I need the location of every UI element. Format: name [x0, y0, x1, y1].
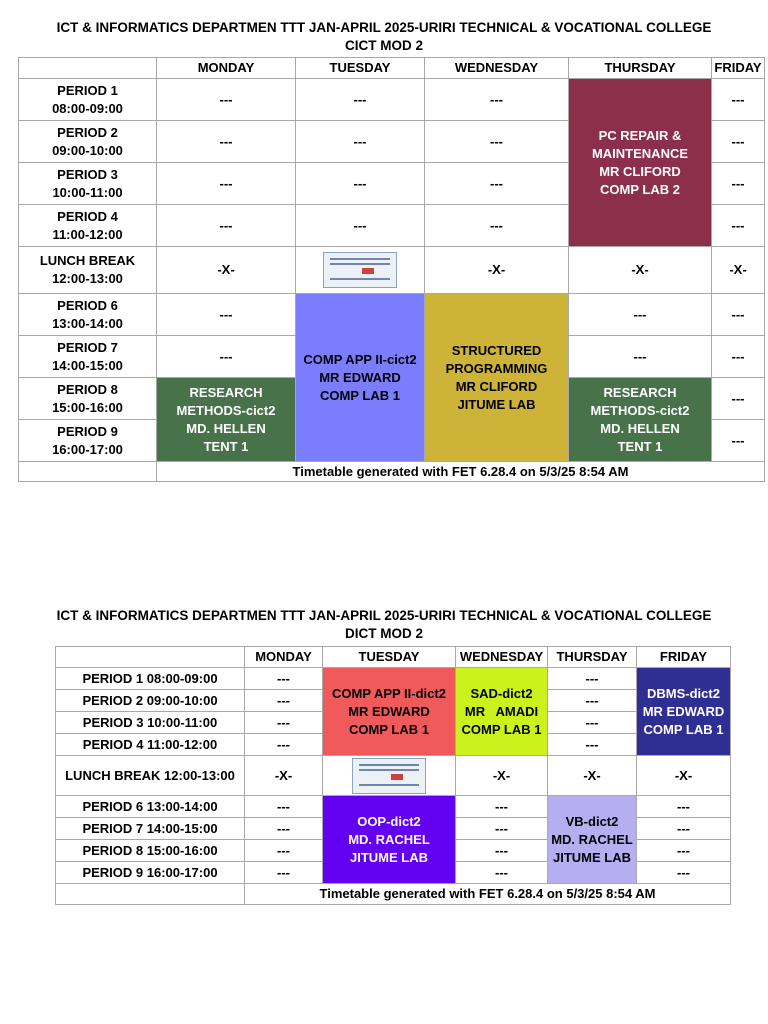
t2-empty-cell: ---: [637, 796, 731, 818]
t2-activity-oop: OOP-dict2 MD. RACHEL JITUME LAB: [323, 796, 456, 884]
t2-empty-cell: ---: [548, 690, 637, 712]
t2-stamp-cell: [323, 756, 456, 796]
t2-break-cell: -X-: [245, 756, 323, 796]
college-stamp-icon: [352, 758, 426, 794]
t1-day-thursday: THURSDAY: [569, 58, 712, 79]
t1-activity-research-thursday: RESEARCH METHODS-cict2 MD. HELLEN TENT 1: [569, 378, 712, 462]
t1-footer: Timetable generated with FET 6.28.4 on 5/3/25 8:54 AM: [157, 462, 765, 482]
t1-empty-cell: ---: [712, 378, 765, 420]
t2-title-line2: DICT MOD 2: [344, 626, 423, 641]
t2-activity-vb: VB-dict2 MD. RACHEL JITUME LAB: [548, 796, 637, 884]
t1-empty-cell: ---: [157, 205, 296, 247]
t2-activity-sad: SAD-dict2 MR AMADI COMP LAB 1: [456, 668, 548, 756]
t2-footer-blank: [56, 884, 245, 905]
t2-day-wednesday: WEDNESDAY: [456, 647, 548, 668]
t1-empty-cell: ---: [296, 163, 425, 205]
t2-period-label: PERIOD 2 09:00-10:00: [56, 690, 245, 712]
t1-empty-cell: ---: [712, 121, 765, 163]
t1-timetable: [18, 57, 765, 482]
t1-title-line1: ICT & INFORMATICS DEPARTMEN TTT JAN-APRIL 2025-URIRI TECHNICAL & VOCATIONAL COLLEGE: [56, 20, 712, 35]
t1-day-friday: FRIDAY: [712, 58, 765, 79]
t2-empty-cell: ---: [245, 796, 323, 818]
t2-period-label: PERIOD 4 11:00-12:00: [56, 734, 245, 756]
t1-break-cell: -X-: [157, 247, 296, 294]
t2-day-monday: MONDAY: [245, 647, 323, 668]
t1-empty-cell: ---: [157, 294, 296, 336]
t2-period-label: PERIOD 3 10:00-11:00: [56, 712, 245, 734]
t1-break-cell: -X-: [569, 247, 712, 294]
t1-lunch-label: LUNCH BREAK 12:00-13:00: [19, 247, 157, 294]
t1-empty-cell: ---: [425, 205, 569, 247]
t1-activity-structured-programming: STRUCTURED PROGRAMMING MR CLIFORD JITUME LAB: [425, 294, 569, 462]
t1-empty-cell: ---: [569, 294, 712, 336]
t1-empty-cell: ---: [157, 121, 296, 163]
t2-break-cell: -X-: [456, 756, 548, 796]
t1-title: [0, 19, 768, 55]
t1-empty-cell: ---: [296, 205, 425, 247]
t1-period-label: PERIOD 4 11:00-12:00: [19, 205, 157, 247]
t2-footer: Timetable generated with FET 6.28.4 on 5/3/25 8:54 AM: [245, 884, 731, 905]
t2-lunch-label: LUNCH BREAK 12:00-13:00: [56, 756, 245, 796]
t2-empty-cell: ---: [456, 796, 548, 818]
t2-empty-cell: ---: [548, 712, 637, 734]
t2-empty-cell: ---: [245, 668, 323, 690]
t1-period-label: PERIOD 8 15:00-16:00: [19, 378, 157, 420]
t1-break-cell: -X-: [712, 247, 765, 294]
t2-period-label: PERIOD 7 14:00-15:00: [56, 818, 245, 840]
t1-empty-cell: ---: [157, 163, 296, 205]
t2-title: [0, 607, 768, 643]
t2-day-tuesday: TUESDAY: [323, 647, 456, 668]
t1-empty-cell: ---: [425, 121, 569, 163]
t2-empty-cell: ---: [245, 840, 323, 862]
t1-break-cell: -X-: [425, 247, 569, 294]
t1-empty-cell: ---: [712, 163, 765, 205]
t1-empty-cell: ---: [296, 121, 425, 163]
t2-period-label: PERIOD 6 13:00-14:00: [56, 796, 245, 818]
t1-period-label: PERIOD 9 16:00-17:00: [19, 420, 157, 462]
t1-empty-cell: ---: [712, 205, 765, 247]
t1-empty-cell: ---: [296, 79, 425, 121]
t2-empty-cell: ---: [637, 818, 731, 840]
t2-empty-cell: ---: [245, 734, 323, 756]
t1-footer-blank: [19, 462, 157, 482]
t1-day-tuesday: TUESDAY: [296, 58, 425, 79]
t1-empty-cell: ---: [157, 79, 296, 121]
t2-empty-cell: ---: [456, 840, 548, 862]
t2-title-line1: ICT & INFORMATICS DEPARTMEN TTT JAN-APRIL 2025-URIRI TECHNICAL & VOCATIONAL COLLEGE: [56, 608, 712, 623]
t1-empty-cell: ---: [425, 79, 569, 121]
t1-empty-cell: ---: [712, 336, 765, 378]
t1-activity-research-monday: RESEARCH METHODS-cict2 MD. HELLEN TENT 1: [157, 378, 296, 462]
t2-period-label: PERIOD 1 08:00-09:00: [56, 668, 245, 690]
t1-period-label: PERIOD 2 09:00-10:00: [19, 121, 157, 163]
t2-activity-dbms: DBMS-dict2 MR EDWARD COMP LAB 1: [637, 668, 731, 756]
t2-empty-cell: ---: [245, 818, 323, 840]
t1-empty-cell: ---: [712, 294, 765, 336]
t1-period-label: PERIOD 1 08:00-09:00: [19, 79, 157, 121]
t2-period-label: PERIOD 9 16:00-17:00: [56, 862, 245, 884]
t1-day-monday: MONDAY: [157, 58, 296, 79]
t2-empty-cell: ---: [456, 818, 548, 840]
t1-empty-cell: ---: [569, 336, 712, 378]
t2-corner: [56, 647, 245, 668]
t2-empty-cell: ---: [245, 690, 323, 712]
t1-period-label: PERIOD 3 10:00-11:00: [19, 163, 157, 205]
t2-break-cell: -X-: [548, 756, 637, 796]
t1-activity-pc-repair: PC REPAIR & MAINTENANCE MR CLIFORD COMP LAB 2: [569, 79, 712, 247]
t2-empty-cell: ---: [245, 712, 323, 734]
t1-empty-cell: ---: [712, 79, 765, 121]
t2-empty-cell: ---: [637, 840, 731, 862]
t1-stamp-cell: [296, 247, 425, 294]
t2-empty-cell: ---: [548, 734, 637, 756]
t1-period-label: PERIOD 7 14:00-15:00: [19, 336, 157, 378]
t1-empty-cell: ---: [425, 163, 569, 205]
t2-empty-cell: ---: [456, 862, 548, 884]
t1-empty-cell: ---: [712, 420, 765, 462]
t1-activity-comp-app: COMP APP II-cict2 MR EDWARD COMP LAB 1: [296, 294, 425, 462]
t2-empty-cell: ---: [245, 862, 323, 884]
t2-activity-comp-app: COMP APP II-dict2 MR EDWARD COMP LAB 1: [323, 668, 456, 756]
college-stamp-icon: [323, 252, 397, 288]
t2-period-label: PERIOD 8 15:00-16:00: [56, 840, 245, 862]
t1-corner: [19, 58, 157, 79]
t2-timetable: [55, 646, 731, 905]
t2-empty-cell: ---: [637, 862, 731, 884]
t2-break-cell: -X-: [637, 756, 731, 796]
t2-day-thursday: THURSDAY: [548, 647, 637, 668]
t1-day-wednesday: WEDNESDAY: [425, 58, 569, 79]
t1-period-label: PERIOD 6 13:00-14:00: [19, 294, 157, 336]
t1-empty-cell: ---: [157, 336, 296, 378]
t2-day-friday: FRIDAY: [637, 647, 731, 668]
t2-empty-cell: ---: [548, 668, 637, 690]
t1-title-line2: CICT MOD 2: [344, 38, 423, 53]
